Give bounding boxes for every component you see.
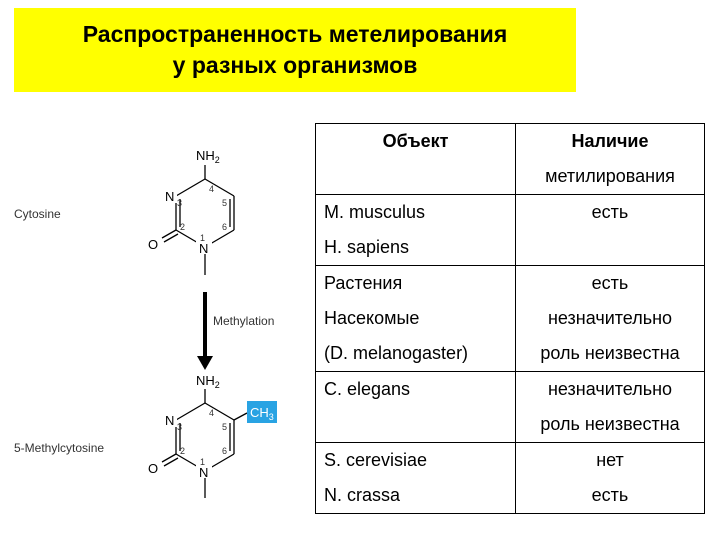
methylation-table — [315, 123, 705, 514]
table-row — [316, 443, 705, 514]
methylation-value: незначительно — [547, 308, 673, 328]
cytosine-structure — [162, 165, 234, 275]
methylation-value: роль неизвестна — [540, 343, 680, 363]
header-methylation-line2: метилирования — [545, 166, 675, 186]
methylation-value: есть — [591, 273, 629, 293]
methylation-cell — [516, 195, 705, 266]
methylation-cell — [516, 372, 705, 443]
table-row — [316, 266, 705, 372]
object-name — [324, 407, 507, 442]
header-object-label: Объект — [382, 131, 449, 151]
methylcytosine-nh2: $NH_2$ — [196, 373, 220, 390]
ring-num-2: 2 — [180, 222, 186, 232]
table-row — [316, 195, 705, 266]
object-name: (D. melanogaster) — [324, 343, 469, 363]
cytosine-n1: N — [199, 241, 209, 256]
object-name: M. musculus — [324, 202, 426, 222]
title-line-1: Распространенность метелирования — [82, 21, 508, 47]
table-row — [316, 372, 705, 443]
object-cell — [316, 195, 516, 266]
methylation-value: есть — [591, 202, 629, 222]
object-cell — [316, 372, 516, 443]
table-header-row — [316, 124, 705, 195]
methylation-cell — [516, 443, 705, 514]
object-name: C. elegans — [324, 379, 411, 399]
ring-num-3b: 3 — [177, 422, 183, 432]
methylcytosine-n3: N — [165, 413, 175, 428]
object-cell — [316, 266, 516, 372]
title-banner — [14, 8, 576, 92]
ring-num-1: 1 — [200, 233, 206, 243]
methylation-value: нет — [596, 450, 624, 470]
object-name: H. sapiens — [324, 237, 410, 257]
title-line-2: у разных организмов — [172, 52, 418, 78]
ring-num-4: 4 — [209, 184, 215, 194]
methylation-label: Methylation — [213, 314, 275, 328]
header-methylation — [516, 124, 705, 195]
methylation-diagram — [0, 110, 310, 530]
arrow-head — [197, 356, 213, 370]
cytosine-label: Cytosine — [14, 207, 61, 221]
header-object — [316, 124, 516, 195]
object-name: S. cerevisiae — [324, 450, 428, 470]
object-name: Насекомые — [324, 308, 420, 328]
methylcytosine-label: 5-Methylcytosine — [14, 441, 105, 455]
ring-num-3: 3 — [177, 198, 183, 208]
ring-num-5: 5 — [222, 198, 228, 208]
object-name: N. crassa — [324, 485, 401, 505]
methylation-cell — [516, 266, 705, 372]
methylation-value: роль неизвестна — [540, 414, 680, 434]
ring-num-6: 6 — [222, 222, 228, 232]
methylcytosine-structure — [162, 389, 247, 498]
methylation-value — [524, 230, 696, 265]
methylcytosine-oxygen: O — [148, 461, 159, 476]
ring-num-5b: 5 — [222, 422, 228, 432]
methylation-value: есть — [591, 485, 629, 505]
object-name: Растения — [324, 273, 403, 293]
ring-num-6b: 6 — [222, 446, 228, 456]
methylcytosine-n1: N — [199, 465, 209, 480]
ring-num-1b: 1 — [200, 457, 206, 467]
header-methylation-line1: Наличие — [571, 131, 649, 151]
ring-num-2b: 2 — [180, 446, 186, 456]
methyl-group-ch3: $CH_3$ — [250, 405, 274, 422]
cytosine-n3: N — [165, 189, 175, 204]
cytosine-nh2: $NH_2$ — [196, 148, 220, 165]
ring-num-4b: 4 — [209, 408, 215, 418]
cytosine-oxygen: O — [148, 237, 159, 252]
object-cell — [316, 443, 516, 514]
methylation-value: незначительно — [547, 379, 673, 399]
